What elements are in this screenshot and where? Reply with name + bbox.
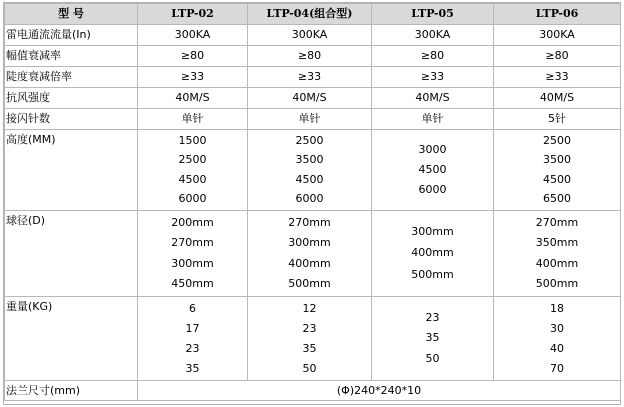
- ball-label: 球径(D): [5, 211, 138, 297]
- height-row: [5, 130, 621, 211]
- height-value: 2500: [543, 134, 571, 148]
- header-col-3: LTP-05: [372, 4, 494, 25]
- cell: ≥33: [138, 67, 248, 88]
- height-value: 4500: [543, 172, 571, 186]
- flange-value: (Φ)240*240*10: [138, 381, 621, 401]
- header-col-4: LTP-06: [494, 4, 621, 25]
- table-row: [5, 109, 621, 130]
- weight-value: 30: [550, 321, 564, 335]
- ball-value: 400mm: [411, 246, 454, 260]
- row-label: 抗风强度: [5, 88, 138, 109]
- cell: 5针: [494, 109, 621, 130]
- ball-value: 300mm: [171, 256, 214, 270]
- cell: 300KA: [494, 25, 621, 46]
- ball-value: 450mm: [171, 277, 214, 291]
- ball-value: 200mm: [171, 215, 214, 229]
- cell: ≥33: [494, 67, 621, 88]
- ball-value: 500mm: [411, 267, 454, 281]
- height-value: 4500: [295, 172, 324, 186]
- cell: 40M/S: [494, 88, 621, 109]
- table-row: [5, 46, 621, 67]
- height-value: 3500: [543, 153, 571, 167]
- weight-value: 70: [550, 361, 564, 375]
- ball-value: 300mm: [411, 225, 454, 239]
- weight-value: 40: [550, 341, 564, 355]
- cell: 40M/S: [248, 88, 372, 109]
- header-col-1: LTP-02: [138, 4, 248, 25]
- ball-value: 270mm: [171, 236, 214, 250]
- row-label: 陡度衰减倍率: [5, 67, 138, 88]
- weight-value: 23: [302, 321, 317, 335]
- cell: 300KA: [138, 25, 248, 46]
- flange-row: [5, 381, 621, 401]
- height-value: 6000: [295, 191, 324, 205]
- weight-value: 23: [185, 341, 200, 355]
- weight-value: 35: [425, 331, 440, 345]
- weight-value: 35: [302, 341, 317, 355]
- cell: ≥80: [372, 46, 494, 67]
- ball-row: [5, 211, 621, 297]
- weight-value: 23: [425, 310, 440, 324]
- height-value: 2500: [178, 153, 207, 167]
- row-label: 接闪针数: [5, 109, 138, 130]
- weight-value: 17: [185, 321, 200, 335]
- weight-value: 50: [425, 352, 440, 366]
- ball-value: 300mm: [288, 236, 331, 250]
- ball-value: 500mm: [288, 277, 331, 291]
- cell: ≥80: [138, 46, 248, 67]
- weight-row: [5, 297, 621, 381]
- ball-value: 400mm: [288, 256, 331, 270]
- ball-value: 270mm: [535, 215, 579, 229]
- header-row: [5, 4, 621, 25]
- row-label: 幅值衰减率: [5, 46, 138, 67]
- height-value: 4500: [178, 172, 207, 186]
- height-value: 6500: [543, 191, 571, 205]
- table-row: [5, 25, 621, 46]
- weight-value: 12: [302, 301, 317, 315]
- spec-table: [4, 3, 621, 401]
- height-value: 3500: [295, 153, 324, 167]
- ball-value: 350mm: [535, 236, 579, 250]
- cell: ≥33: [372, 67, 494, 88]
- cell: 40M/S: [372, 88, 494, 109]
- header-model: 型 号: [5, 4, 138, 25]
- cell: 40M/S: [138, 88, 248, 109]
- cell: ≥33: [248, 67, 372, 88]
- height-label: 高度(MM): [5, 130, 138, 211]
- cell: 单针: [138, 109, 248, 130]
- row-label: 雷电通流流量(In): [5, 25, 138, 46]
- cell: 单针: [248, 109, 372, 130]
- height-value: 2500: [295, 134, 324, 148]
- weight-value: 6: [189, 301, 196, 315]
- table-row: [5, 67, 621, 88]
- height-value: 1500: [178, 134, 207, 148]
- table-row: [5, 88, 621, 109]
- weight-value: 50: [302, 361, 317, 375]
- ball-value: 500mm: [535, 277, 579, 291]
- weight-label: 重量(KG): [5, 297, 138, 381]
- flange-label: 法兰尺寸(mm): [5, 381, 138, 401]
- height-value: 6000: [178, 191, 207, 205]
- height-value: 6000: [418, 183, 447, 196]
- height-value: 3000: [418, 143, 447, 156]
- weight-value: 35: [185, 361, 200, 375]
- cell: ≥80: [494, 46, 621, 67]
- header-col-2: LTP-04(组合型): [248, 4, 372, 25]
- weight-value: 18: [550, 301, 564, 315]
- cell: 300KA: [248, 25, 372, 46]
- cell: 单针: [372, 109, 494, 130]
- height-value: 4500: [418, 163, 447, 176]
- cell: 300KA: [372, 25, 494, 46]
- ball-value: 270mm: [288, 215, 331, 229]
- cell: ≥80: [248, 46, 372, 67]
- spec-table-frame: [3, 2, 621, 405]
- ball-value: 400mm: [535, 256, 579, 270]
